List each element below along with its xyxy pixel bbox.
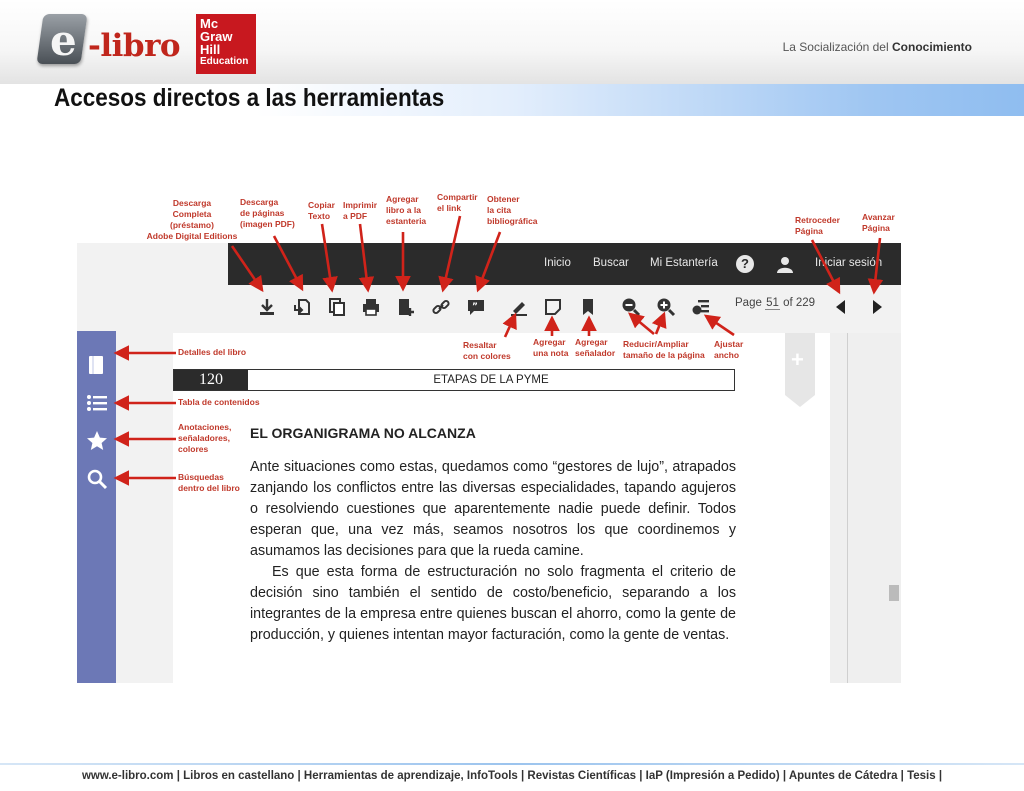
page-indicator bbox=[735, 297, 815, 310]
page-suffix: of 229 bbox=[783, 297, 816, 309]
label-agregar-senalador: Agregar señalador bbox=[575, 337, 616, 358]
scrollbar-thumb[interactable] bbox=[889, 585, 899, 601]
citation-icon[interactable] bbox=[465, 296, 487, 318]
label-busquedas: Búsquedas dentro del libro bbox=[178, 472, 240, 493]
chapter-page-number: 120 bbox=[174, 370, 248, 390]
help-icon[interactable]: ? bbox=[736, 255, 754, 273]
book-page bbox=[173, 333, 830, 683]
label-copiar: Copiar Texto bbox=[308, 200, 335, 221]
annotations-star-icon[interactable] bbox=[85, 429, 109, 453]
print-icon[interactable] bbox=[360, 296, 382, 318]
fit-width-icon[interactable] bbox=[690, 296, 712, 318]
paragraph-2: Es que esta forma de estructuración no solo fragmenta el criterio de decisión sino también el sentido de costo/beneficio, separando a los integrantes de la empresa entre quienes buscan el ahorro, como la gente de producción, y quienes intentan mayor facturación, como la gente de ventas. bbox=[250, 564, 736, 643]
label-detalles: Detalles del libro bbox=[178, 347, 247, 357]
page-current-input[interactable]: 51 bbox=[766, 297, 779, 309]
reader-screenshot bbox=[77, 243, 901, 683]
add-bookmark-tab[interactable] bbox=[785, 333, 815, 395]
chapter-title: ETAPAS DE LA PYME bbox=[433, 374, 549, 386]
nav-mi-estanteria[interactable]: Mi Estantería bbox=[650, 257, 718, 269]
label-imprimir: Imprimir a PDF bbox=[343, 200, 378, 221]
footer-links: www.e-libro.com | Libros en castellano | Herramientas de aprendizaje, InfoTools | Revistas Científicas | IaP (Impresión a Pedido) | Apuntes de Cátedra | Tesis | bbox=[81, 770, 943, 782]
label-descarga-completa: Descarga Completa (préstamo) Adobe Digital Editions bbox=[146, 198, 238, 241]
scroll-divider bbox=[847, 333, 848, 683]
label-compartir: Compartir el link bbox=[437, 192, 478, 213]
page-prefix: Page bbox=[735, 297, 762, 309]
share-link-icon[interactable] bbox=[430, 296, 452, 318]
bookmark-icon[interactable] bbox=[577, 296, 599, 318]
label-tabla: Tabla de contenidos bbox=[178, 397, 260, 407]
next-page-icon[interactable] bbox=[866, 296, 888, 318]
label-resaltar: Resaltar con colores bbox=[463, 340, 511, 361]
note-icon[interactable] bbox=[542, 296, 564, 318]
label-agregar-libro: Agregar libro a la estanteria bbox=[386, 194, 427, 226]
plus-icon: + bbox=[791, 347, 804, 372]
mcgraw-line-4: Education bbox=[200, 56, 249, 67]
download-icon[interactable] bbox=[256, 296, 278, 318]
table-of-contents-icon[interactable] bbox=[85, 391, 109, 415]
paragraph-1: Ante situaciones como estas, quedamos como “gestores de lujo”, atrapados zanjando los conflictos entre las diversas especialidades, tapando agujeros o resolviendo cuestiones que aparentemente nadie puede definir. Todos esperan que, una vez más, seamos nosotros los que coordinemos y asumamos las decisiones para que la rueda camine. bbox=[250, 459, 736, 559]
svg-text:”: ” bbox=[472, 302, 478, 312]
mcgraw-line-3: Hill bbox=[200, 42, 221, 57]
page-title: Accesos directos a las herramientas bbox=[54, 84, 445, 112]
label-reducir-ampliar: Reducir/Ampliar tamaño de la página bbox=[623, 339, 705, 360]
zoom-in-icon[interactable] bbox=[655, 296, 677, 318]
nav-inicio[interactable]: Inicio bbox=[544, 257, 571, 269]
nav-iniciar-sesion[interactable]: Iniciar sesión bbox=[815, 257, 883, 269]
label-anotaciones: Anotaciones, señaladores, colores bbox=[178, 422, 232, 454]
reader-toolbar bbox=[228, 285, 901, 330]
elibro-logo bbox=[40, 14, 190, 74]
zoom-out-icon[interactable] bbox=[620, 296, 642, 318]
tagline-bold: Conocimiento bbox=[892, 40, 972, 54]
user-icon[interactable] bbox=[776, 255, 794, 273]
mcgraw-line-2: Graw bbox=[200, 29, 233, 44]
chapter-header bbox=[173, 369, 735, 391]
elibro-logo-text: -libro bbox=[88, 28, 181, 64]
label-agregar-nota: Agregar una nota bbox=[533, 337, 569, 358]
section-heading: EL ORGANIGRAMA NO ALCANZA bbox=[250, 425, 476, 441]
mcgraw-line-1: Mc bbox=[200, 16, 219, 31]
mcgraw-hill-logo bbox=[196, 14, 256, 74]
download-pages-icon[interactable] bbox=[291, 296, 313, 318]
label-descarga-paginas: Descarga de páginas (imagen PDF) bbox=[240, 197, 295, 229]
tagline bbox=[783, 40, 972, 54]
reader-sidebar bbox=[77, 331, 116, 683]
tagline-plain: La Socialización del bbox=[782, 40, 889, 54]
highlight-icon[interactable] bbox=[508, 296, 530, 318]
footer-divider bbox=[0, 763, 1024, 765]
search-icon[interactable] bbox=[85, 467, 109, 491]
label-ajustar: Ajustar ancho bbox=[714, 339, 744, 360]
previous-page-icon[interactable] bbox=[830, 296, 852, 318]
book-text bbox=[250, 457, 736, 646]
label-avanzar: Avanzar Página bbox=[862, 212, 895, 233]
copy-icon[interactable] bbox=[326, 296, 348, 318]
book-details-icon[interactable] bbox=[85, 353, 109, 377]
reader-topbar bbox=[228, 243, 901, 285]
nav-buscar[interactable]: Buscar bbox=[593, 257, 629, 269]
label-retroceder: Retroceder Página bbox=[795, 215, 840, 236]
slide-header bbox=[0, 0, 1024, 85]
elibro-logo-e: e bbox=[50, 16, 77, 65]
right-margin bbox=[830, 333, 901, 683]
label-obtener-cita: Obtener la cita bibliográfica bbox=[487, 194, 538, 226]
add-to-shelf-icon[interactable] bbox=[395, 296, 417, 318]
